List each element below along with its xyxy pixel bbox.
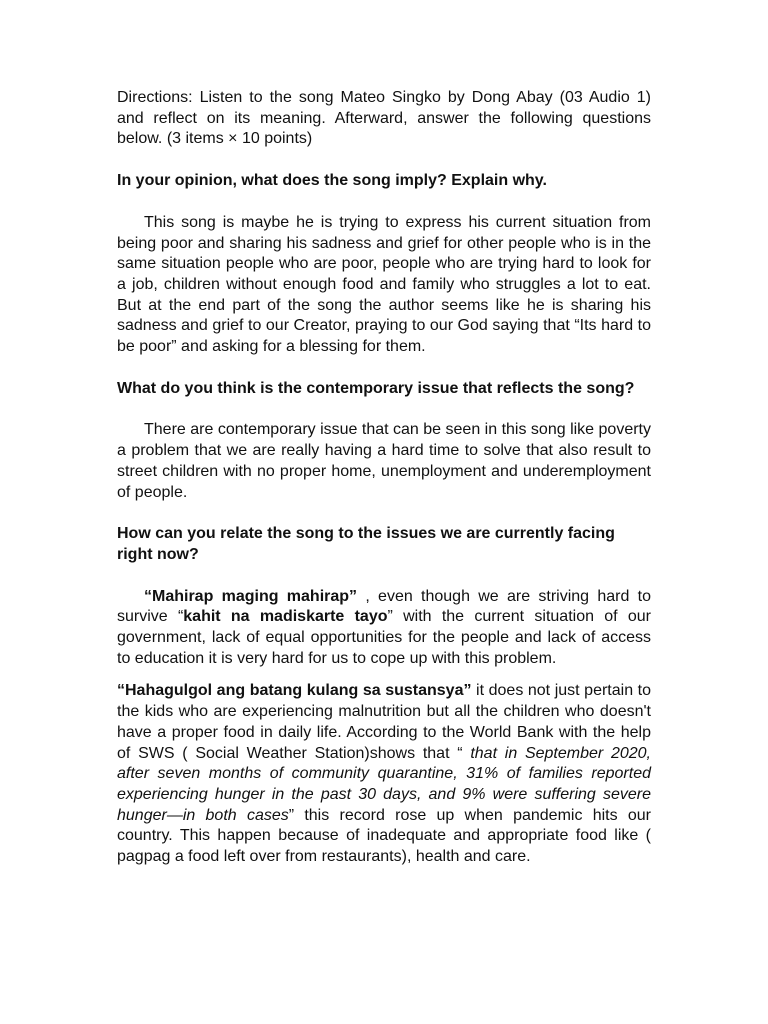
answer-3-text-4: ” this record rose up when pandemic hits our country. This happen because of inadequate and appropriate food like ( pagpag a food left over from restaurants), health and care. xyxy=(117,806,651,866)
answer-3-text-1: , even though we are striving hard to survive “ xyxy=(117,587,651,626)
question-1: In your opinion, what does the song imply? Explain why. xyxy=(117,172,547,190)
question-2: What do you think is the contemporary issue that reflects the song? xyxy=(117,379,635,397)
question-3: How can you relate the song to the issues we are currently facing right now? xyxy=(117,525,615,563)
answer-3-text-2: ” with the current situation of our government, lack of equal opportunities for the people and lack of access to education it is very hard for us to cope up with this problem. xyxy=(117,608,651,667)
answer-3-paragraph-2 xyxy=(117,681,651,867)
song-quote-3: “Hahagulgol ang batang kulang sa sustansya” xyxy=(117,682,472,700)
song-quote-1: “Mahirap maging mahirap” xyxy=(144,587,358,605)
song-quote-2: kahit na madiskarte tayo xyxy=(183,608,388,626)
answer-2: There are contemporary issue that can be seen in this song like poverty a problem that we are really having a hard time to solve that also result to street children with no proper home, unemployment and underemployment of people. xyxy=(117,421,651,501)
answer-3-paragraph-1 xyxy=(117,587,651,670)
answer-1: This song is maybe he is trying to express his current situation from being poor and sharing his sadness and grief for other people who is in the same situation people who are poor, people who are trying hard to look for a job, children without enough food and family who struggles a lot to eat. But at the end part of the song the author seems like he is sharing his sadness and grief to our Creator, praying to our God saying that “Its hard to be poor” and asking for a blessing for them. xyxy=(117,213,651,356)
directions-text: Directions: Listen to the song Mateo Singko by Dong Abay (03 Audio 1) and reflect on its meaning. Afterward, answer the following questions below. (3 items × 10 points) xyxy=(117,89,651,148)
world-bank-quote: that in September 2020, after seven months of community quarantine, 31% of families reported experiencing hunger in the past 30 days, and 9% were suffering severe hunger—in both cases xyxy=(117,744,651,824)
answer-3-text-3: it does not just pertain to the kids who are experiencing malnutrition but all the children who doesn't have a proper food in daily life. According to the World Bank with the help of SWS ( Social Weather Station)shows that “ xyxy=(117,682,651,762)
